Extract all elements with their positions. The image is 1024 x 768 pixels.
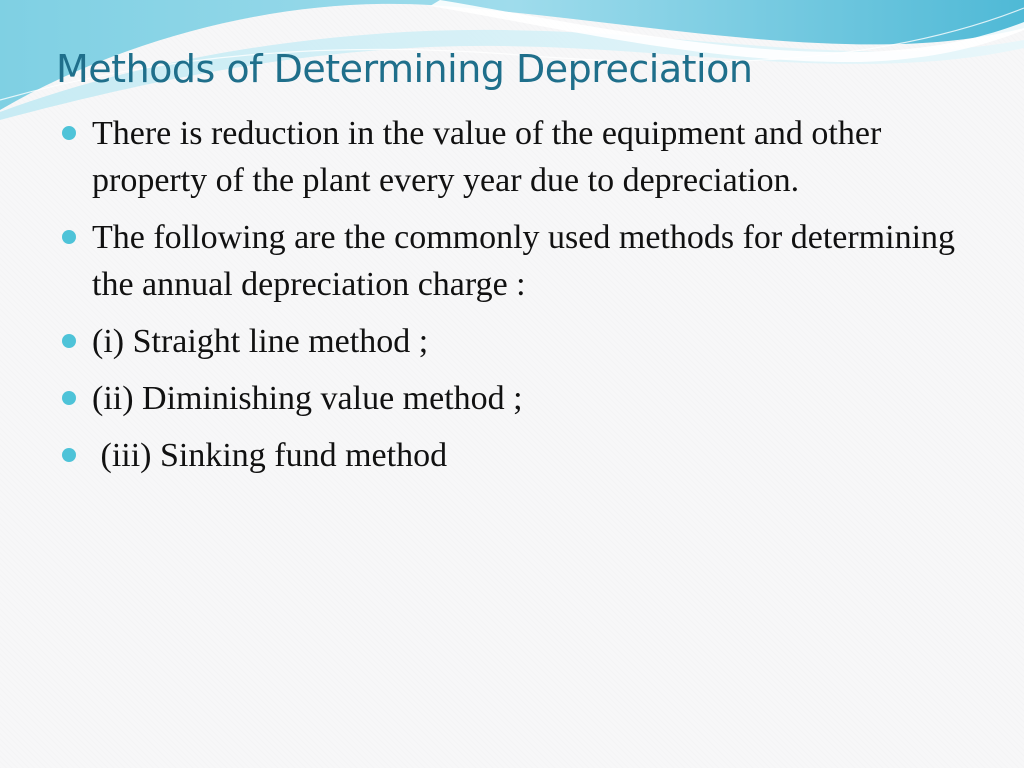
bullet-text: (iii) Sinking fund method (92, 437, 448, 474)
bullet-item (62, 318, 972, 365)
bullet-dot-icon (62, 126, 76, 140)
bullet-text: The following are the commonly used methods for determining the annual depreciation charge : (92, 219, 956, 303)
bullet-item (62, 375, 972, 422)
bullet-text: (ii) Diminishing value method ; (92, 380, 523, 417)
bullet-text: (i) Straight line method ; (92, 323, 429, 360)
bullet-item (62, 432, 972, 479)
bullet-list (62, 110, 972, 489)
slide-title: Methods of Determining Depreciation (56, 47, 753, 91)
bullet-dot-icon (62, 448, 76, 462)
bullet-text: There is reduction in the value of the equipment and other property of the plant every year due to depreciation. (92, 115, 882, 199)
bullet-dot-icon (62, 391, 76, 405)
bullet-dot-icon (62, 334, 76, 348)
bullet-item (62, 214, 972, 308)
bullet-item (62, 110, 972, 204)
bullet-dot-icon (62, 230, 76, 244)
